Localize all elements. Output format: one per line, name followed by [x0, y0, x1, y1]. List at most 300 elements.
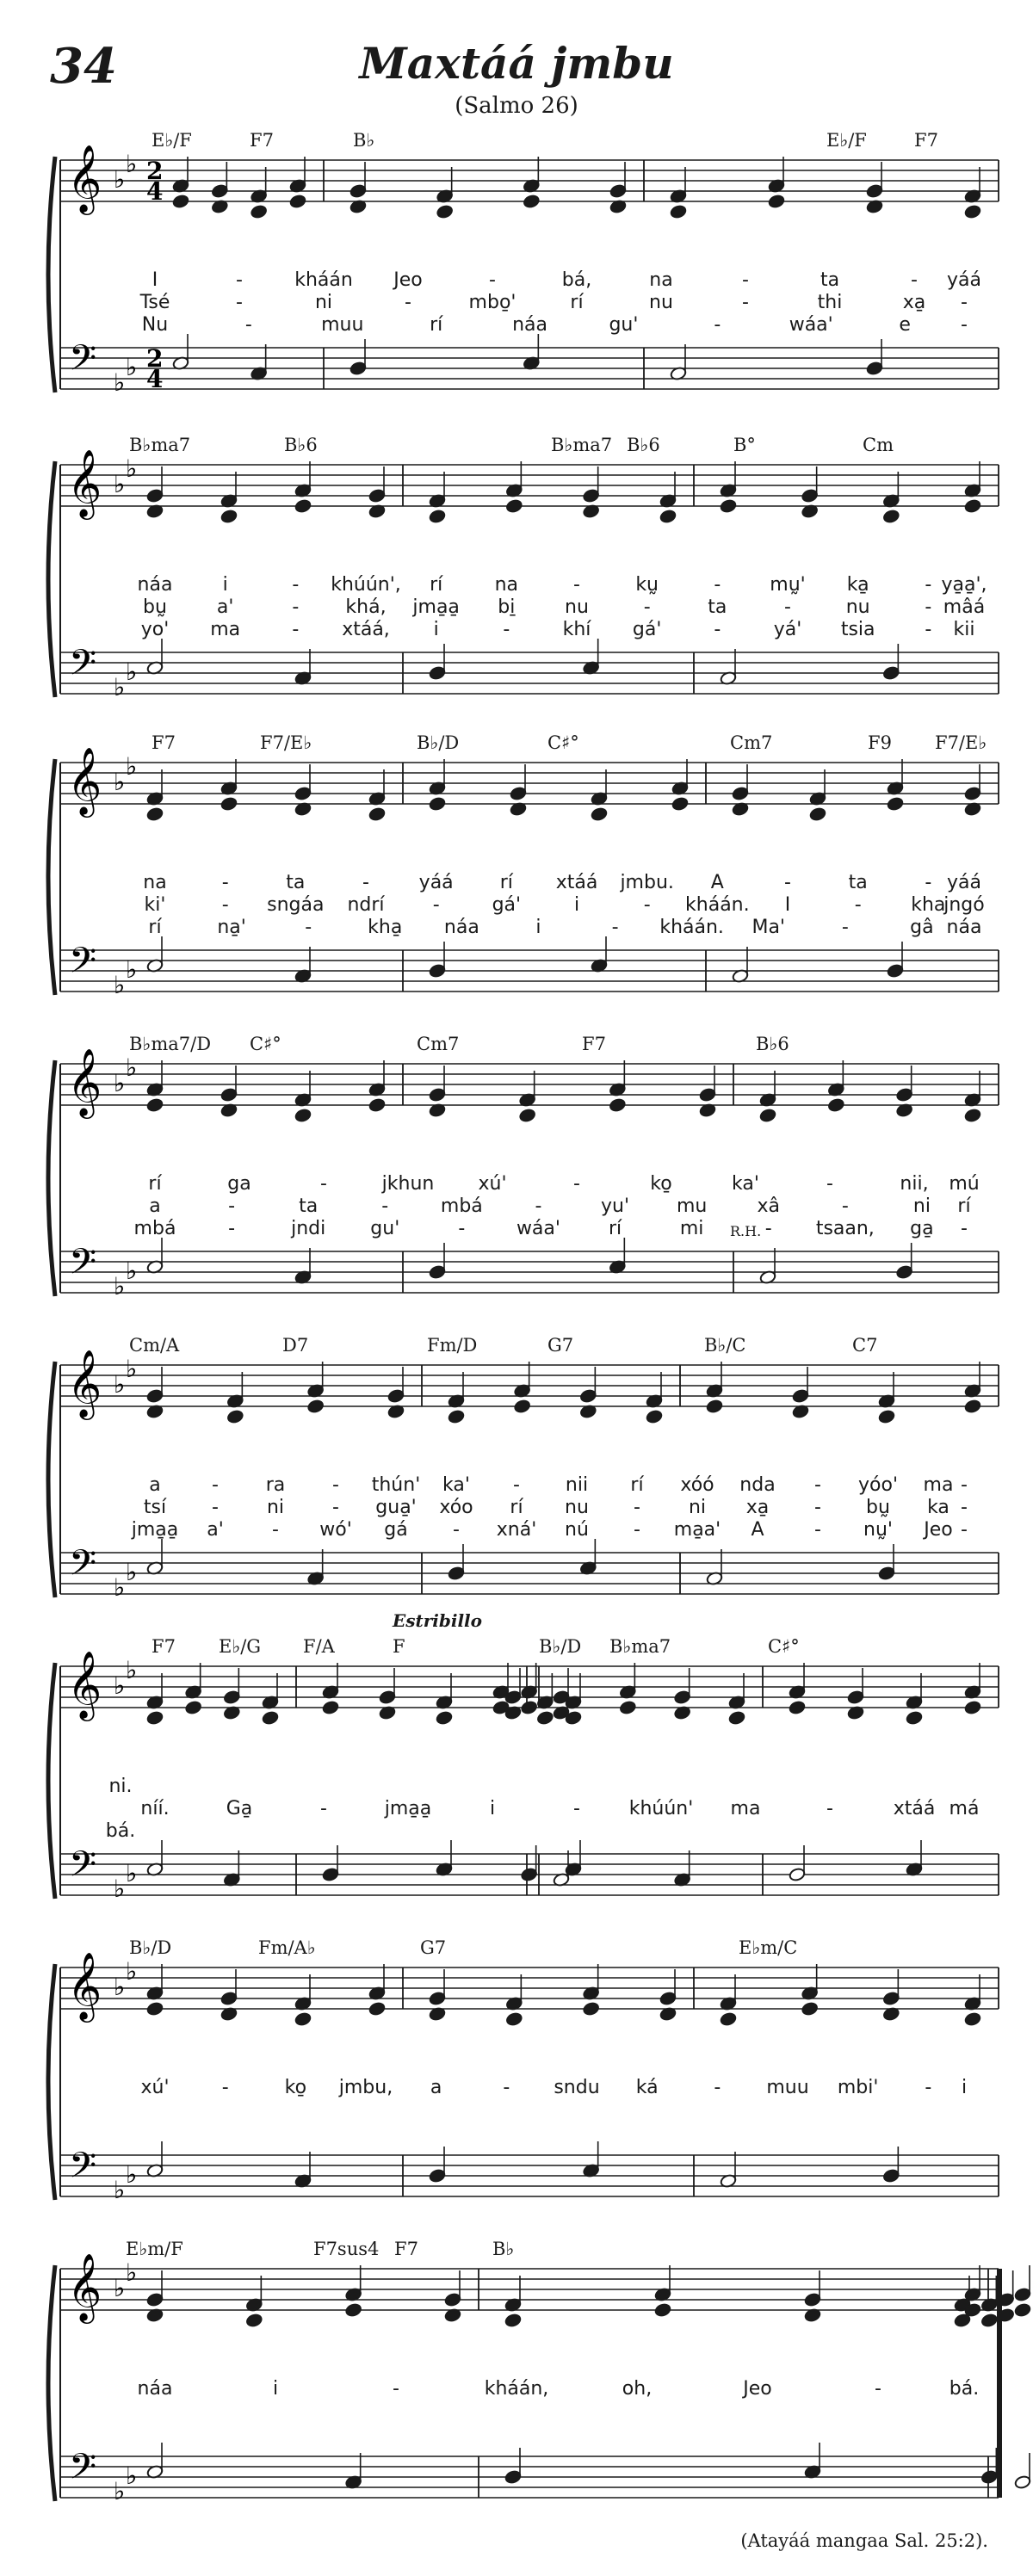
lyric-syllable: - — [573, 1173, 580, 1195]
lyric-syllable: - — [453, 1519, 460, 1541]
treble-note — [505, 2011, 523, 2026]
lyric-syllable: ma — [923, 1474, 954, 1496]
bass-note — [429, 2168, 446, 2183]
bass-note — [887, 963, 904, 978]
lyric-syllable: - — [925, 872, 932, 893]
lyric-syllable: xtáá — [555, 872, 598, 893]
lyric-syllable: mbi' — [837, 2077, 879, 2098]
treble-note — [654, 2302, 671, 2317]
lyric-syllable: xâ — [757, 1195, 780, 1217]
treble-note — [809, 806, 826, 821]
lyric-syllable: - — [742, 292, 749, 313]
lyric-syllable: nú — [565, 1519, 589, 1541]
lyric-syllable: sndu — [554, 2077, 600, 2098]
bass-staff-8 — [60, 2456, 999, 2498]
lyric-syllable: - — [961, 314, 968, 336]
lyric-syllable: - — [764, 1218, 772, 1239]
lyric-syllable: xóó — [680, 1474, 714, 1496]
treble-note — [429, 1087, 446, 1102]
chord-symbol: G7 — [420, 1937, 447, 1958]
lyric-syllable: khúún' — [628, 1798, 694, 1819]
chord-symbol: E♭/F — [826, 130, 867, 151]
lyric-syllable: Jeo — [393, 269, 423, 291]
treble-note — [146, 1388, 164, 1403]
lyric-syllable: - — [714, 619, 721, 640]
lyric-syllable: khá, — [345, 596, 387, 618]
treble-clef-icon: 𝄞 — [67, 1350, 102, 1418]
treble-note — [387, 1388, 405, 1403]
treble-note — [646, 1409, 663, 1424]
right-hand-marking: R.H. — [730, 1223, 762, 1239]
lyric-syllable: - — [854, 894, 862, 916]
treble-note — [609, 1097, 626, 1112]
treble-note — [504, 2313, 522, 2327]
lyric-syllable: - — [489, 269, 496, 291]
treble-note — [964, 1399, 981, 1413]
lyric-syllable: i — [961, 2077, 968, 2098]
chord-symbol: E♭/F — [152, 130, 192, 151]
chord-symbol: D7 — [282, 1335, 309, 1356]
treble-note — [289, 194, 306, 208]
lyric-syllable: jngó — [943, 894, 985, 916]
chord-symbol: G7 — [547, 1335, 574, 1356]
lyric-syllable: kha — [911, 894, 946, 916]
treble-note — [307, 1399, 325, 1413]
lyric-syllable: ga — [227, 1173, 251, 1195]
treble-note — [878, 1409, 895, 1424]
lyric-syllable: - — [826, 1798, 833, 1819]
bass-clef-icon: 𝄢 — [69, 642, 97, 692]
treble-note — [379, 1690, 396, 1704]
bass-clef-icon: 𝄢 — [69, 2446, 97, 2496]
section-marking: Estribillo — [393, 1610, 482, 1631]
lyric-syllable: mbo̱' — [468, 292, 516, 313]
chord-symbol: Cm7 — [417, 1034, 460, 1054]
lyric-syllable: - — [925, 2077, 932, 2098]
treble-note — [146, 488, 164, 503]
lyric-syllable: - — [925, 619, 932, 640]
lyric-syllable: xú' — [478, 1173, 507, 1195]
lyric-syllable: - — [814, 1519, 821, 1541]
chord-symbol: E♭m/C — [739, 1937, 798, 1958]
treble-note — [659, 1991, 677, 2005]
lyric-syllable: rí — [510, 1497, 523, 1518]
lyric-syllable: yáá — [947, 269, 981, 291]
treble-note — [980, 2313, 998, 2327]
chord-symbol: B♭6 — [284, 435, 318, 455]
lyric-syllable: wáa' — [516, 1218, 560, 1239]
flat-sign-icon: ♭ — [114, 368, 126, 397]
lyric-syllable: ra — [265, 1474, 286, 1496]
treble-note — [368, 1097, 386, 1112]
lyric-syllable: ni — [266, 1497, 285, 1518]
chord-symbol: B♭ma7 — [551, 435, 613, 455]
lyric-syllable: - — [272, 1519, 279, 1541]
lyric-syllable: Ga̱ — [226, 1798, 253, 1819]
lyric-syllable: xú' — [140, 2077, 170, 2098]
lyric-syllable: ka' — [732, 1173, 759, 1195]
lyric-syllable: náa — [137, 2378, 173, 2400]
lyric-syllable: xa̱ — [902, 292, 926, 313]
lyric-syllable: a — [430, 2077, 442, 2098]
lyric-syllable: mú — [949, 1173, 980, 1195]
flat-sign-icon: ♭ — [114, 1272, 126, 1300]
chord-symbol: B♭6 — [756, 1034, 789, 1054]
lyric-syllable: yo' — [140, 619, 170, 640]
brace-4 — [48, 1060, 55, 1296]
lyric-syllable: ni. — [108, 1776, 133, 1797]
treble-note — [521, 1700, 538, 1714]
flat-sign-icon: ♭ — [114, 1370, 126, 1399]
lyric-syllable: - — [513, 1474, 520, 1496]
lyric-syllable: a — [149, 1474, 161, 1496]
chord-symbol: F/A — [303, 1636, 335, 1657]
treble-note — [882, 1991, 900, 2005]
lyric-syllable: wáa' — [789, 314, 833, 336]
treble-note — [964, 204, 981, 219]
bass-clef-icon: 𝄢 — [69, 2145, 97, 2195]
treble-note — [964, 498, 981, 513]
chord-symbol: F7 — [394, 2239, 418, 2259]
lyric-syllable: sngáa — [267, 894, 325, 916]
chord-symbol: F7 — [152, 1636, 176, 1657]
bass-note — [448, 1566, 465, 1580]
lyric-syllable: - — [221, 894, 229, 916]
chord-symbol: F7 — [250, 130, 274, 151]
lyric-syllable: náa — [512, 314, 548, 336]
treble-clef-icon: 𝄞 — [67, 2253, 102, 2321]
lyric-syllable: - — [634, 1519, 640, 1541]
lyric-syllable: - — [212, 1497, 219, 1518]
flat-sign-icon: ♭ — [126, 1053, 138, 1082]
treble-clef-icon: 𝄞 — [67, 747, 102, 815]
lyric-syllable: - — [221, 2077, 229, 2098]
treble-clef-icon: 𝄞 — [67, 1651, 102, 1719]
lyric-syllable: - — [405, 292, 411, 313]
chord-symbol: B♭ — [492, 2239, 515, 2259]
time-signature-bottom: 4 — [146, 177, 164, 206]
chord-symbol: F7/E♭ — [935, 732, 987, 753]
lyric-syllable: kii — [953, 619, 975, 640]
lyric-syllable: gu' — [609, 314, 639, 336]
lyric-syllable: - — [292, 574, 300, 596]
treble-note — [801, 2001, 819, 2016]
treble-note — [671, 796, 689, 811]
treble-note — [536, 1710, 554, 1725]
lyric-syllable: - — [714, 574, 721, 596]
lyric-syllable: - — [212, 1474, 219, 1496]
lyric-syllable: - — [573, 1798, 580, 1819]
treble-note — [699, 1087, 716, 1102]
chord-symbol: F7 — [582, 1034, 606, 1054]
treble-note — [220, 509, 238, 523]
lyric-syllable: yu' — [601, 1195, 630, 1217]
lyric-syllable: na — [494, 574, 519, 596]
treble-note — [1014, 2287, 1031, 2301]
bass-staff-7 — [60, 2155, 999, 2196]
lyric-syllable: jmbu, — [338, 2077, 393, 2098]
treble-note — [896, 1087, 913, 1102]
bass-note — [882, 2168, 900, 2183]
flat-sign-icon: ♭ — [126, 1957, 138, 1986]
treble-note — [804, 2292, 821, 2307]
treble-note — [368, 806, 386, 821]
lyric-syllable: ká — [635, 2077, 659, 2098]
treble-note — [294, 498, 312, 513]
lyric-syllable: gâ — [910, 917, 934, 938]
chord-symbol: E♭m/F — [126, 2239, 183, 2259]
lyric-syllable: mṵ' — [770, 574, 806, 596]
lyric-syllable: gá' — [632, 619, 662, 640]
lyric-syllable: - — [841, 917, 849, 938]
lyric-syllable: kháán, — [484, 2378, 549, 2400]
treble-note — [906, 1710, 923, 1725]
lyric-syllable: ta — [708, 596, 727, 618]
treble-note — [226, 1409, 244, 1424]
treble-note — [505, 498, 523, 513]
bass-clef-icon: 𝄢 — [69, 1241, 97, 1291]
chord-symbol: E♭/G — [219, 1636, 262, 1657]
lyric-syllable: tsí — [143, 1497, 167, 1518]
flat-sign-icon: ♭ — [126, 2160, 138, 2189]
lyric-syllable: rí — [499, 872, 513, 893]
treble-note — [759, 1108, 776, 1122]
chord-symbol: B♭ma7/D — [129, 1034, 212, 1054]
treble-note — [146, 2292, 164, 2307]
lyric-syllable: ndrí — [347, 894, 385, 916]
brace-2 — [48, 461, 55, 697]
lyric-syllable: kháán. — [685, 894, 750, 916]
treble-note — [220, 796, 238, 811]
treble-note — [964, 2011, 981, 2026]
lyric-syllable: xa̱ — [745, 1497, 770, 1518]
treble-note — [448, 1409, 465, 1424]
lyric-syllable: bá. — [949, 2378, 980, 2400]
treble-note — [720, 498, 737, 513]
treble-note — [579, 1388, 597, 1403]
chord-symbol: C7 — [852, 1335, 878, 1356]
lyric-syllable: - — [432, 894, 440, 916]
lyric-syllable: bi̱ — [498, 596, 516, 618]
lyric-syllable: e — [899, 314, 911, 336]
lyric-syllable: nii, — [900, 1173, 929, 1195]
lyric-syllable: ma̱a' — [673, 1519, 721, 1541]
lyric-syllable: ta — [286, 872, 306, 893]
lyric-syllable: yóo' — [858, 1474, 898, 1496]
chord-symbol: C♯° — [768, 1636, 800, 1657]
lyric-syllable: i — [433, 619, 439, 640]
chord-symbol: F7/E♭ — [260, 732, 312, 753]
lyric-syllable: ta — [848, 872, 868, 893]
treble-note — [429, 509, 446, 523]
chord-symbol: C♯° — [547, 732, 579, 753]
lyric-syllable: rí — [430, 314, 443, 336]
treble-staff-3 — [60, 763, 999, 804]
bass-note — [1014, 2474, 1031, 2489]
chord-symbol: Fm/D — [427, 1335, 478, 1356]
lyric-syllable: jma̱a̱ — [384, 1798, 432, 1819]
lyric-syllable: A — [751, 1519, 764, 1541]
flat-sign-icon: ♭ — [114, 1973, 126, 2001]
lyric-syllable: muu — [321, 314, 364, 336]
footnote: (Atayáá mangaa Sal. 25:2). — [740, 2530, 988, 2551]
treble-note — [706, 1399, 723, 1413]
flat-sign-icon: ♭ — [114, 2274, 126, 2302]
bass-note — [878, 1566, 895, 1580]
treble-note — [619, 1700, 636, 1714]
lyric-syllable: - — [236, 269, 243, 291]
lyric-syllable: xtáá — [893, 1798, 936, 1819]
treble-note — [251, 204, 268, 219]
lyric-syllable: xtáá, — [342, 619, 390, 640]
lyric-syllable: bṵ — [866, 1497, 890, 1518]
lyric-syllable: ta — [299, 1195, 319, 1217]
brace-1 — [48, 157, 55, 392]
lyric-syllable: muu — [766, 2077, 809, 2098]
flat-sign-icon: ♭ — [114, 1069, 126, 1097]
treble-note — [146, 806, 164, 821]
lyric-syllable: wó' — [319, 1519, 352, 1541]
lyric-syllable: - — [228, 1218, 236, 1239]
bass-staff-2 — [60, 652, 999, 694]
treble-note — [368, 2001, 386, 2016]
treble-note — [294, 786, 312, 800]
lyric-syllable: rí — [608, 1218, 622, 1239]
flat-sign-icon: ♭ — [126, 150, 138, 178]
lyric-syllable: - — [228, 1195, 236, 1217]
flat-sign-icon: ♭ — [126, 752, 138, 781]
lyric-syllable: tsaan, — [815, 1218, 875, 1239]
bass-note — [429, 963, 446, 978]
lyric-syllable: i — [222, 574, 228, 596]
lyric-syllable: yáá — [947, 872, 981, 893]
flat-sign-icon: ♭ — [126, 1257, 138, 1285]
lyric-syllable: ni — [912, 1195, 931, 1217]
chord-symbol: B♭ma7 — [609, 1636, 671, 1657]
chord-symbol: Cm/A — [129, 1335, 180, 1356]
treble-note — [882, 509, 900, 523]
lyric-syllable: má — [949, 1798, 980, 1819]
lyric-syllable: - — [393, 2378, 399, 2400]
flat-sign-icon: ♭ — [114, 2477, 126, 2505]
bass-note — [349, 361, 367, 375]
lyric-syllable: yáá — [418, 872, 454, 893]
treble-staff-8 — [60, 2269, 999, 2310]
lyric-syllable: - — [634, 1497, 640, 1518]
chord-symbol: F7 — [914, 130, 938, 151]
treble-note — [609, 183, 627, 198]
lyric-syllable: bá. — [105, 1820, 136, 1842]
lyric-syllable: - — [320, 1173, 327, 1195]
flat-sign-icon: ♭ — [114, 971, 126, 999]
treble-note — [211, 183, 228, 198]
treble-note — [732, 786, 749, 800]
lyric-syllable: rí — [957, 1195, 971, 1217]
treble-note — [262, 1710, 279, 1725]
chord-symbol: B♭ — [353, 130, 375, 151]
treble-note — [429, 1991, 446, 2005]
chord-symbol: F7sus4 — [313, 2239, 380, 2259]
lyric-syllable: Jeo — [743, 2378, 772, 2400]
lyric-syllable: gua̱' — [375, 1497, 417, 1518]
treble-note — [294, 1108, 312, 1122]
lyric-syllable: kha̱ — [368, 917, 403, 938]
lyric-syllable: khúún', — [331, 574, 401, 596]
lyric-syllable: nda — [739, 1474, 776, 1496]
treble-note — [523, 194, 540, 208]
lyric-syllable: ni — [688, 1497, 707, 1518]
treble-note — [368, 488, 386, 503]
chord-symbol: C♯° — [250, 1034, 281, 1054]
treble-clef-icon: 𝄞 — [67, 145, 102, 213]
flat-sign-icon: ♭ — [114, 673, 126, 701]
lyric-syllable: na — [649, 269, 673, 291]
lyric-syllable: rí — [148, 1173, 162, 1195]
lyric-syllable: nii — [565, 1474, 589, 1496]
bass-note — [882, 665, 900, 680]
bass-staff-3 — [60, 950, 999, 991]
lyric-syllable: - — [458, 1218, 466, 1239]
lyric-syllable: Tsé — [139, 292, 170, 313]
lyric-syllable: kṵ — [635, 574, 659, 596]
flat-sign-icon: ♭ — [126, 1859, 138, 1887]
lyric-syllable: oh, — [622, 2378, 653, 2400]
treble-note — [146, 1710, 164, 1725]
flat-sign-icon: ♭ — [114, 1671, 126, 1700]
lyric-syllable: A — [710, 872, 724, 893]
treble-note — [887, 796, 904, 811]
lyric-syllable: - — [961, 1519, 968, 1541]
lyric-syllable: náa — [946, 917, 982, 938]
bass-note — [789, 1867, 806, 1881]
lyric-syllable: - — [784, 872, 791, 893]
chord-symbol: Fm/A♭ — [258, 1937, 316, 1958]
song-subtitle: (Salmo 26) — [455, 93, 578, 119]
treble-note — [964, 786, 981, 800]
lyric-syllable: rí — [148, 917, 162, 938]
lyric-syllable: jkhun — [381, 1173, 435, 1195]
lyric-syllable: - — [911, 269, 918, 291]
lyric-syllable: - — [292, 596, 300, 618]
lyric-syllable: tsia — [840, 619, 875, 640]
lyric-syllable: - — [643, 894, 651, 916]
lyric-syllable: ka̱ — [846, 574, 869, 596]
chord-symbol: F9 — [868, 732, 892, 753]
treble-note — [349, 183, 367, 198]
lyric-syllable: yá' — [773, 619, 802, 640]
treble-note — [827, 1097, 844, 1112]
lyric-syllable: - — [925, 574, 932, 596]
treble-note — [185, 1700, 202, 1714]
bass-note — [980, 2469, 998, 2484]
lyric-syllable: - — [841, 1195, 849, 1217]
lyric-syllable: jma̱a̱ — [131, 1519, 179, 1541]
treble-note — [720, 2011, 737, 2026]
treble-note — [670, 204, 687, 219]
chord-symbol: F7 — [152, 732, 176, 753]
lyric-syllable: - — [826, 1173, 833, 1195]
flat-sign-icon: ♭ — [126, 2462, 138, 2490]
lyric-syllable: thún' — [371, 1474, 421, 1496]
bass-note — [866, 361, 883, 375]
lyric-syllable: na̱' — [217, 917, 246, 938]
flat-sign-icon: ♭ — [114, 1573, 126, 1602]
lyric-syllable: - — [643, 596, 651, 618]
brace-6 — [48, 1663, 55, 1899]
lyric-syllable: ko̱ — [650, 1173, 672, 1195]
flat-sign-icon: ♭ — [114, 1875, 126, 1903]
treble-staff-7 — [60, 1968, 999, 2009]
